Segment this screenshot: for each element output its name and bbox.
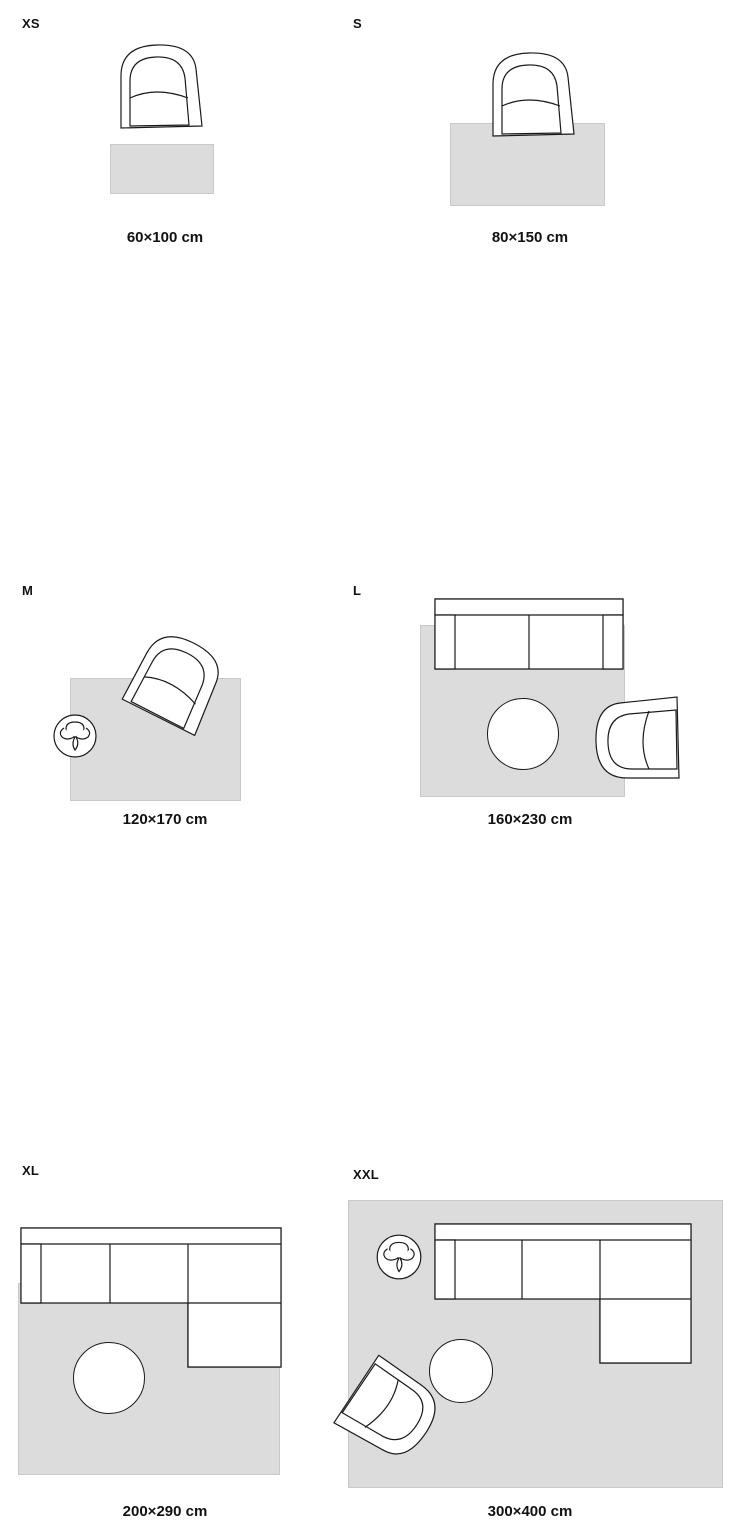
dimension-caption-s: 80×150 cm: [491, 229, 569, 246]
plant-icon: [372, 1230, 426, 1284]
size-label-m: M: [22, 583, 34, 598]
armchair-icon: [482, 44, 592, 144]
armchair-icon: [110, 36, 220, 136]
dimension-caption-l: 160×230 cm: [487, 811, 573, 828]
size-label-l: L: [353, 583, 362, 598]
size-label-xl: XL: [22, 1163, 40, 1178]
armchair-icon: [318, 1347, 448, 1477]
room-scene-xxl: [330, 1187, 730, 1487]
size-cell-xs: [0, 0, 330, 265]
size-label-s: S: [353, 16, 362, 31]
room-scene-xs: [0, 0, 330, 215]
rug-shape-xs: [110, 144, 214, 194]
dimension-caption-xxl: 300×400 cm: [487, 1503, 573, 1520]
size-cell-xl: [0, 575, 330, 1520]
size-cell-xxl: [330, 575, 730, 1520]
sectional-sofa-icon: [20, 1227, 282, 1379]
size-cell-m: [0, 280, 330, 828]
dimension-caption-xl: 200×290 cm: [122, 1503, 208, 1520]
room-scene-xl: [0, 1187, 330, 1487]
dimension-caption-m: 120×170 cm: [122, 811, 208, 828]
size-cell-s: [330, 0, 730, 265]
size-label-xxl: XXL: [353, 1167, 379, 1182]
room-scene-s: [330, 0, 730, 215]
size-cell-l: [330, 280, 730, 828]
size-label-xs: XS: [22, 16, 40, 31]
round-coffee-table-icon: [73, 1342, 145, 1414]
dimension-caption-xs: 60×100 cm: [126, 229, 204, 246]
